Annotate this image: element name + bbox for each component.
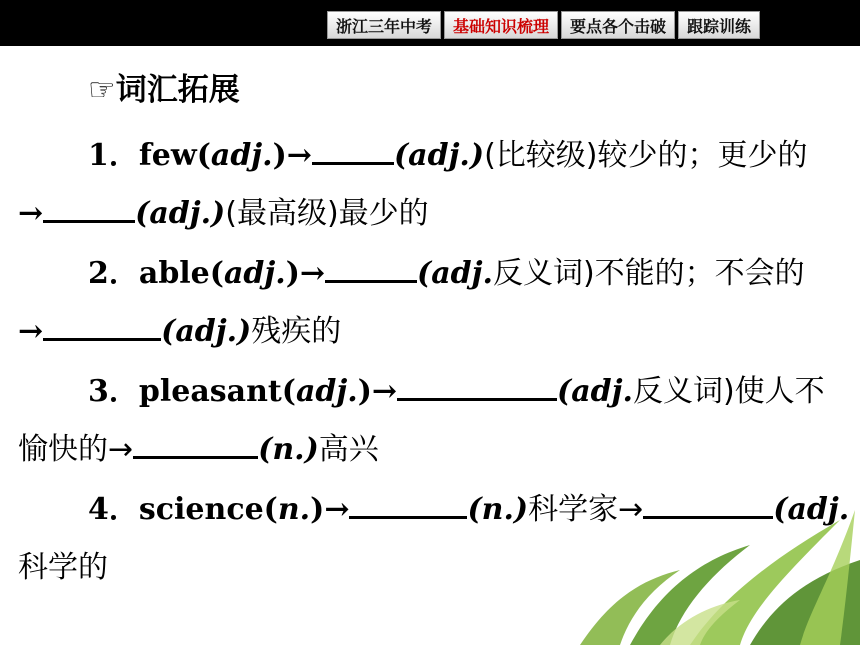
answer-blank[interactable] xyxy=(133,430,258,459)
answer-blank[interactable] xyxy=(349,490,467,519)
item-1-line-2: → (adj.)(最高级)最少的 xyxy=(18,196,429,231)
top-nav-bar xyxy=(0,0,860,46)
item-4-line-2: 科学的 xyxy=(18,550,108,585)
plant-decoration xyxy=(570,500,860,645)
item-1-line-1: 1．few(adj.)→ (adj.)(比较级)较少的；更少的 xyxy=(88,138,808,173)
item-3-line-2: 愉快的→ (n.)高兴 xyxy=(18,432,379,467)
answer-blank[interactable] xyxy=(325,254,417,283)
item-3-line-1: 3．pleasant(adj.)→ (adj.反义词)使人不 xyxy=(88,374,825,409)
item-2-line-1: 2．able(adj.)→ (adj.反义词)不能的；不会的 xyxy=(88,256,805,291)
item-4-line-1: 4．science(n.)→ (n.)科学家→ (adj. xyxy=(88,492,850,527)
tab-zhejiang-exams[interactable]: 浙江三年中考 xyxy=(327,11,441,39)
answer-blank[interactable] xyxy=(312,136,394,165)
nav-tabs xyxy=(327,11,760,39)
tab-key-points[interactable]: 要点各个击破 xyxy=(561,11,675,39)
answer-blank[interactable] xyxy=(43,194,135,223)
tab-follow-up-training[interactable]: 跟踪训练 xyxy=(678,11,760,39)
section-heading: ☞词汇拓展 xyxy=(88,72,240,108)
tab-basic-knowledge[interactable]: 基础知识梳理 xyxy=(444,11,558,39)
answer-blank[interactable] xyxy=(397,372,557,401)
item-2-line-2: → (adj.)残疾的 xyxy=(18,314,342,349)
answer-blank[interactable] xyxy=(43,312,161,341)
